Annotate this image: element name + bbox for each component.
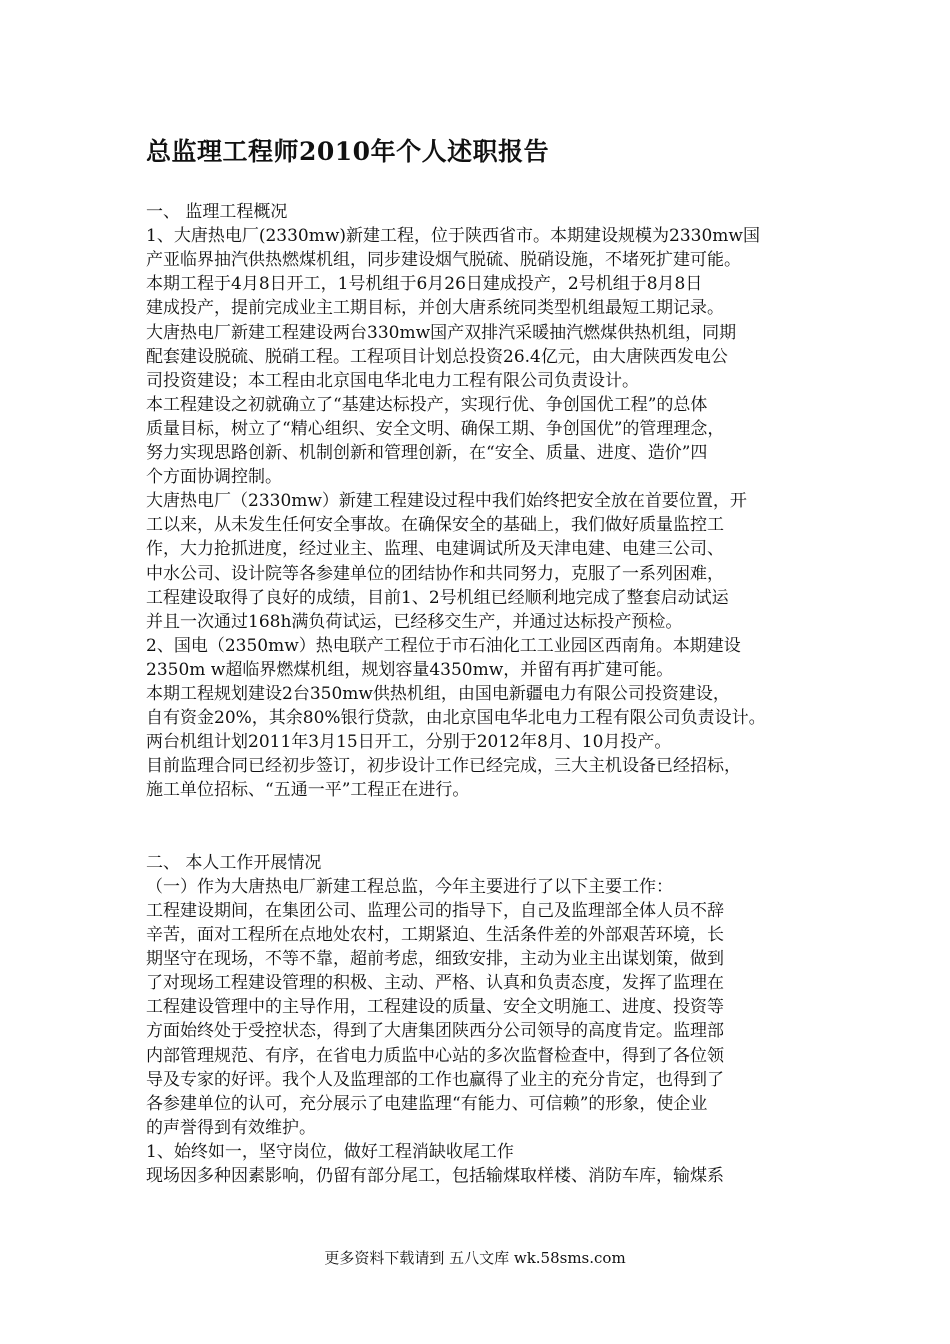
body-line: 了对现场工程建设管理的积极、主动、严格、认真和负责态度，发挥了监理在: [146, 973, 724, 993]
body-line: 目前监理合同已经初步签订，初步设计工作已经完成，三大主机设备已经招标，: [146, 756, 741, 776]
body-line: 内部管理规范、有序，在省电力质监中心站的多次监督检查中，得到了各位领: [146, 1046, 724, 1066]
body-line: 质量目标，树立了“精心组织、安全文明、确保工期、争创国优”的管理理念，: [146, 419, 725, 439]
body-line: 2、国电（2350mw）热电联产工程位于市石油化工工业园区西南角。本期建设: [146, 636, 741, 656]
body-line: 工程建设期间，在集团公司、监理公司的指导下，自己及监理部全体人员不辞: [146, 901, 724, 921]
body-line: 各参建单位的认可，充分展示了电建监理“有能力、可信赖”的形象，使企业: [146, 1094, 708, 1114]
body-line: 两台机组计划2011年3月15日开工，分别于2012年8月、10月投产。: [146, 732, 672, 752]
body-line: 工以来，从未发生任何安全事故。在确保安全的基础上，我们做好质量监控工: [146, 515, 724, 535]
document-title: 总监理工程师2010年个人述职报告: [146, 137, 550, 166]
body-line: 作，大力抢抓进度，经过业主、监理、电建调试所及天津电建、电建三公司、: [146, 539, 724, 559]
body-line: 产亚临界抽汽供热燃煤机组，同步建设烟气脱硫、脱硝设施，不堵死扩建可能。: [146, 250, 741, 270]
body-line: 司投资建设；本工程由北京国电华北电力工程有限公司负责设计。: [146, 371, 639, 391]
body-line: 1、大唐热电厂(2330mw)新建工程，位于陕西省市。本期建设规模为2330mw国: [146, 226, 760, 246]
body-line: 导及专家的好评。我个人及监理部的工作也赢得了业主的充分肯定，也得到了: [146, 1070, 724, 1090]
body-line: 施工单位招标、“五通一平”工程正在进行。: [146, 780, 470, 800]
body-line: 现场因多种因素影响，仍留有部分尾工，包括输煤取样楼、消防车库，输煤系: [146, 1166, 724, 1186]
body-line: 期坚守在现场，不等不靠，超前考虑，细致安排，主动为业主出谋划策，做到: [146, 949, 724, 969]
body-line: 个方面协调控制。: [146, 467, 282, 487]
body-line: 本期工程规划建设2台350mw供热机组，由国电新疆电力有限公司投资建设，: [146, 684, 730, 704]
body-line: 大唐热电厂新建工程建设两台330mw国产双排汽采暖抽汽燃煤供热机组，同期: [146, 323, 737, 343]
body-line: 一、 监理工程概况: [146, 202, 288, 222]
body-line: 2350m w超临界燃煤机组，规划容量4350mw，并留有再扩建可能。: [146, 660, 674, 680]
body-line: 方面始终处于受控状态，得到了大唐集团陕西分公司领导的高度肯定。监理部: [146, 1021, 724, 1041]
body-line: 建成投产，提前完成业主工期目标，并创大唐系统同类型机组最短工期记录。: [146, 298, 724, 318]
body-line: 本工程建设之初就确立了“基建达标投产，实现行优、争创国优工程”的总体: [146, 395, 708, 415]
body-line: 辛苦，面对工程所在点地处农村，工期紧迫、生活条件差的外部艰苦环境，长: [146, 925, 724, 945]
body-line: （一）作为大唐热电厂新建工程总监，今年主要进行了以下主要工作：: [146, 877, 673, 897]
body-line: 配套建设脱硫、脱硝工程。工程项目计划总投资26.4亿元，由大唐陕西发电公: [146, 347, 728, 367]
body-line: 中水公司、设计院等各参建单位的团结协作和共同努力，克服了一系列困难，: [146, 564, 724, 584]
body-line: 努力实现思路创新、机制创新和管理创新，在“安全、质量、进度、造价”四: [146, 443, 708, 463]
body-line: 并且一次通过168h满负荷试运，已经移交生产，并通过达标投产预检。: [146, 612, 683, 632]
body-line: 自有资金20%，其余80%银行贷款，由北京国电华北电力工程有限公司负责设计。: [146, 708, 766, 728]
body-line: 二、 本人工作开展情况: [146, 853, 322, 873]
body-line: 工程建设取得了良好的成绩，目前1、2号机组已经顺利地完成了整套启动试运: [146, 588, 729, 608]
body-line: 1、始终如一，坚守岗位，做好工程消缺收尾工作: [146, 1142, 514, 1162]
body-line: 工程建设管理中的主导作用，工程建设的质量、安全文明施工、进度、投资等: [146, 997, 724, 1017]
body-line: 的声誉得到有效维护。: [146, 1118, 316, 1138]
body-line: 本期工程于4月8日开工，1号机组于6月26日建成投产，2号机组于8月8日: [146, 274, 703, 294]
body-line: 大唐热电厂（2330mw）新建工程建设过程中我们始终把安全放在首要位置，开: [146, 491, 747, 511]
footer-text: 更多资料下载请到 五八文库 wk.58sms.com: [324, 1249, 626, 1267]
